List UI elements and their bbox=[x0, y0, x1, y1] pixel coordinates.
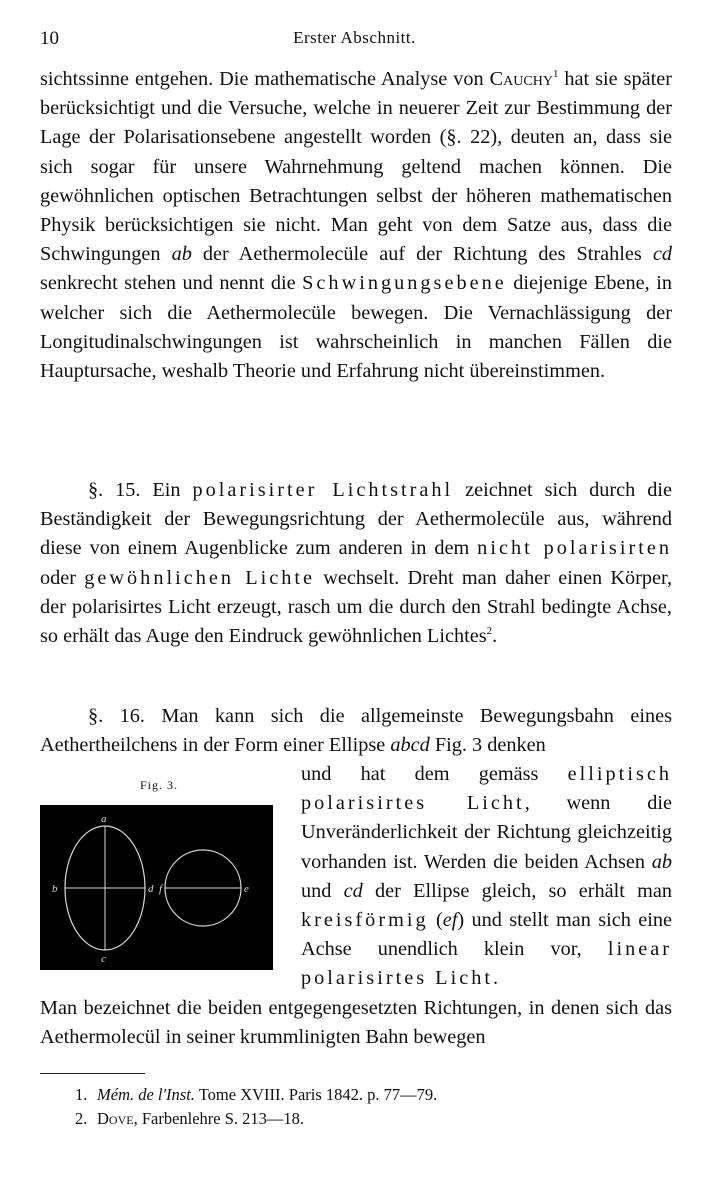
footnote-ref-1: 1 bbox=[552, 68, 559, 80]
p2-text-2: zeichnet sich durch die Beständigkeit der Bewegungsrichtung der Aethermolecüle aus, während diese von einem Augenblicke zum anderen in dem bbox=[40, 479, 673, 560]
author-cauchy: Cauchy bbox=[489, 68, 553, 90]
label-c: c bbox=[101, 953, 106, 965]
footnote-ref-2: 2 bbox=[486, 625, 493, 638]
footnote-1-title: Mém. de l'Inst. bbox=[97, 1085, 195, 1104]
figure-3 bbox=[40, 760, 275, 975]
paragraph-2 bbox=[40, 476, 672, 651]
footnote-2-number: 2. bbox=[75, 1109, 88, 1128]
p1-text-2: hat sie später berücksichtigt und die Versuche, welche in neuerer Zeit zur Bestimmung der Lage der Polarisationsebene angestellt worden (§. 22), deuten an, dass sie sich sogar für unsere Wahrnehmung geltend machen können. Die gewöhnlichen optischen Betrachtungen selbst der höheren mathematischen Physik berücksichtigen sie nicht. Man geht von dem Satze aus, dass die Schwingungen bbox=[40, 68, 672, 266]
footnotes bbox=[75, 1083, 437, 1131]
p1-text-5: diejenige Ebene, in welcher sich die Aethermolecüle bewegen. Die Vernachlässigung der Longitudinalschwingungen ist wahrscheinlich in manchen Fällen die Hauptursache, weshalb Theorie und Erfahrung nicht übereinstimmen. bbox=[40, 272, 672, 383]
page-header bbox=[40, 28, 669, 54]
symbol-ab: ab bbox=[171, 243, 192, 266]
term-nicht-polarisirten: nicht polarisirten bbox=[477, 537, 672, 560]
figure-caption: Fig. 3. bbox=[140, 778, 179, 792]
term-schwingungsebene: Schwingungsebene bbox=[302, 272, 507, 295]
page-number: 10 bbox=[40, 28, 59, 49]
footnote-divider bbox=[40, 1073, 145, 1074]
p3-fig-text-7: . bbox=[493, 967, 499, 990]
footnote-1 bbox=[75, 1083, 437, 1107]
p3-text-2: Fig. 3 denken bbox=[429, 734, 546, 757]
term-polarisirter-lichtstrahl: polarisirter Lichtstrahl bbox=[192, 479, 454, 501]
p3-fig-text-4: der Ellipse gleich, so erhält man bbox=[362, 879, 673, 902]
p1-text-3: der Aethermolecüle auf der Richtung des Strahles bbox=[191, 243, 653, 266]
label-e: e bbox=[244, 883, 249, 895]
symbol-ab-2: ab bbox=[651, 850, 672, 873]
p2-text-1: §. 15. Ein bbox=[88, 479, 193, 501]
p3-fig-text-5: ( bbox=[428, 909, 443, 932]
p3-fig-text-3: und bbox=[301, 879, 344, 902]
figure-3-image bbox=[40, 805, 273, 970]
symbol-ef: ef bbox=[442, 909, 458, 932]
p3-fig-text-2: , wenn die Unveränderlichkeit der Richtung gleichzeitig vorhanden ist. Werden die beiden Achsen bbox=[301, 792, 672, 873]
p3-fig-text-6: ) und stellt man sich eine Achse unendlich klein vor, bbox=[301, 909, 673, 961]
footnote-2-author: Dove bbox=[97, 1109, 134, 1128]
p1-text-4: senkrecht stehen und nennt die bbox=[40, 272, 303, 295]
p2-text-4: wechselt. Dreht man daher einen Körper, der polarisirtes Licht erzeugt, rasch um die durch den Strahl bedingte Achse, so erhält das Auge den Eindruck gewöhnlichen Lichtes bbox=[40, 566, 673, 648]
term-linear-polarisirtes: linear polarisirtes Licht bbox=[301, 938, 672, 990]
paragraph-1 bbox=[40, 65, 672, 386]
p3-fig-text-1: und hat dem gemäss bbox=[301, 763, 568, 785]
paragraph-3-heading bbox=[40, 702, 672, 760]
label-a: a bbox=[101, 813, 107, 825]
p2-text-3: oder bbox=[40, 566, 85, 589]
term-elliptisch-polarisirtes: elliptisch polarisirtes Licht bbox=[301, 763, 672, 815]
footnote-2-text: , Farbenlehre S. 213—18. bbox=[133, 1109, 305, 1128]
symbol-cd-2: cd bbox=[343, 879, 363, 902]
figure-3-drawing bbox=[40, 805, 273, 970]
p3-text-1: §. 16. Man kann sich die allgemeinste Bewegungsbahn eines Aethertheilchens in der Form einer Ellipse bbox=[40, 705, 672, 757]
p1-text-1: sichtssinne entgehen. Die mathematische Analyse von bbox=[40, 68, 490, 90]
label-b: b bbox=[52, 883, 58, 895]
term-gewoehnlichen-lichte: gewöhnlichen Lichte bbox=[84, 566, 316, 589]
footnote-1-number: 1. bbox=[75, 1085, 88, 1104]
paragraph-3-continuation: Man bezeichnet die beiden entgegengesetzten Richtungen, in denen sich das Aethermolecül in seiner krummlinigten Bahn bewegen bbox=[40, 997, 672, 1049]
footnote-2 bbox=[75, 1107, 437, 1131]
symbol-cd: cd bbox=[652, 243, 672, 266]
label-f: f bbox=[159, 883, 163, 895]
label-d: d bbox=[148, 883, 154, 895]
symbol-abcd: abcd bbox=[390, 734, 430, 757]
p2-text-5: . bbox=[492, 625, 498, 648]
term-kreisfoermig: kreisförmig bbox=[301, 909, 429, 932]
running-title: Erster Abschnitt. bbox=[293, 28, 416, 47]
footnote-1-text: Tome XVIII. Paris 1842. p. 77—79. bbox=[194, 1085, 438, 1104]
paragraph-3-beside-figure bbox=[301, 760, 672, 994]
